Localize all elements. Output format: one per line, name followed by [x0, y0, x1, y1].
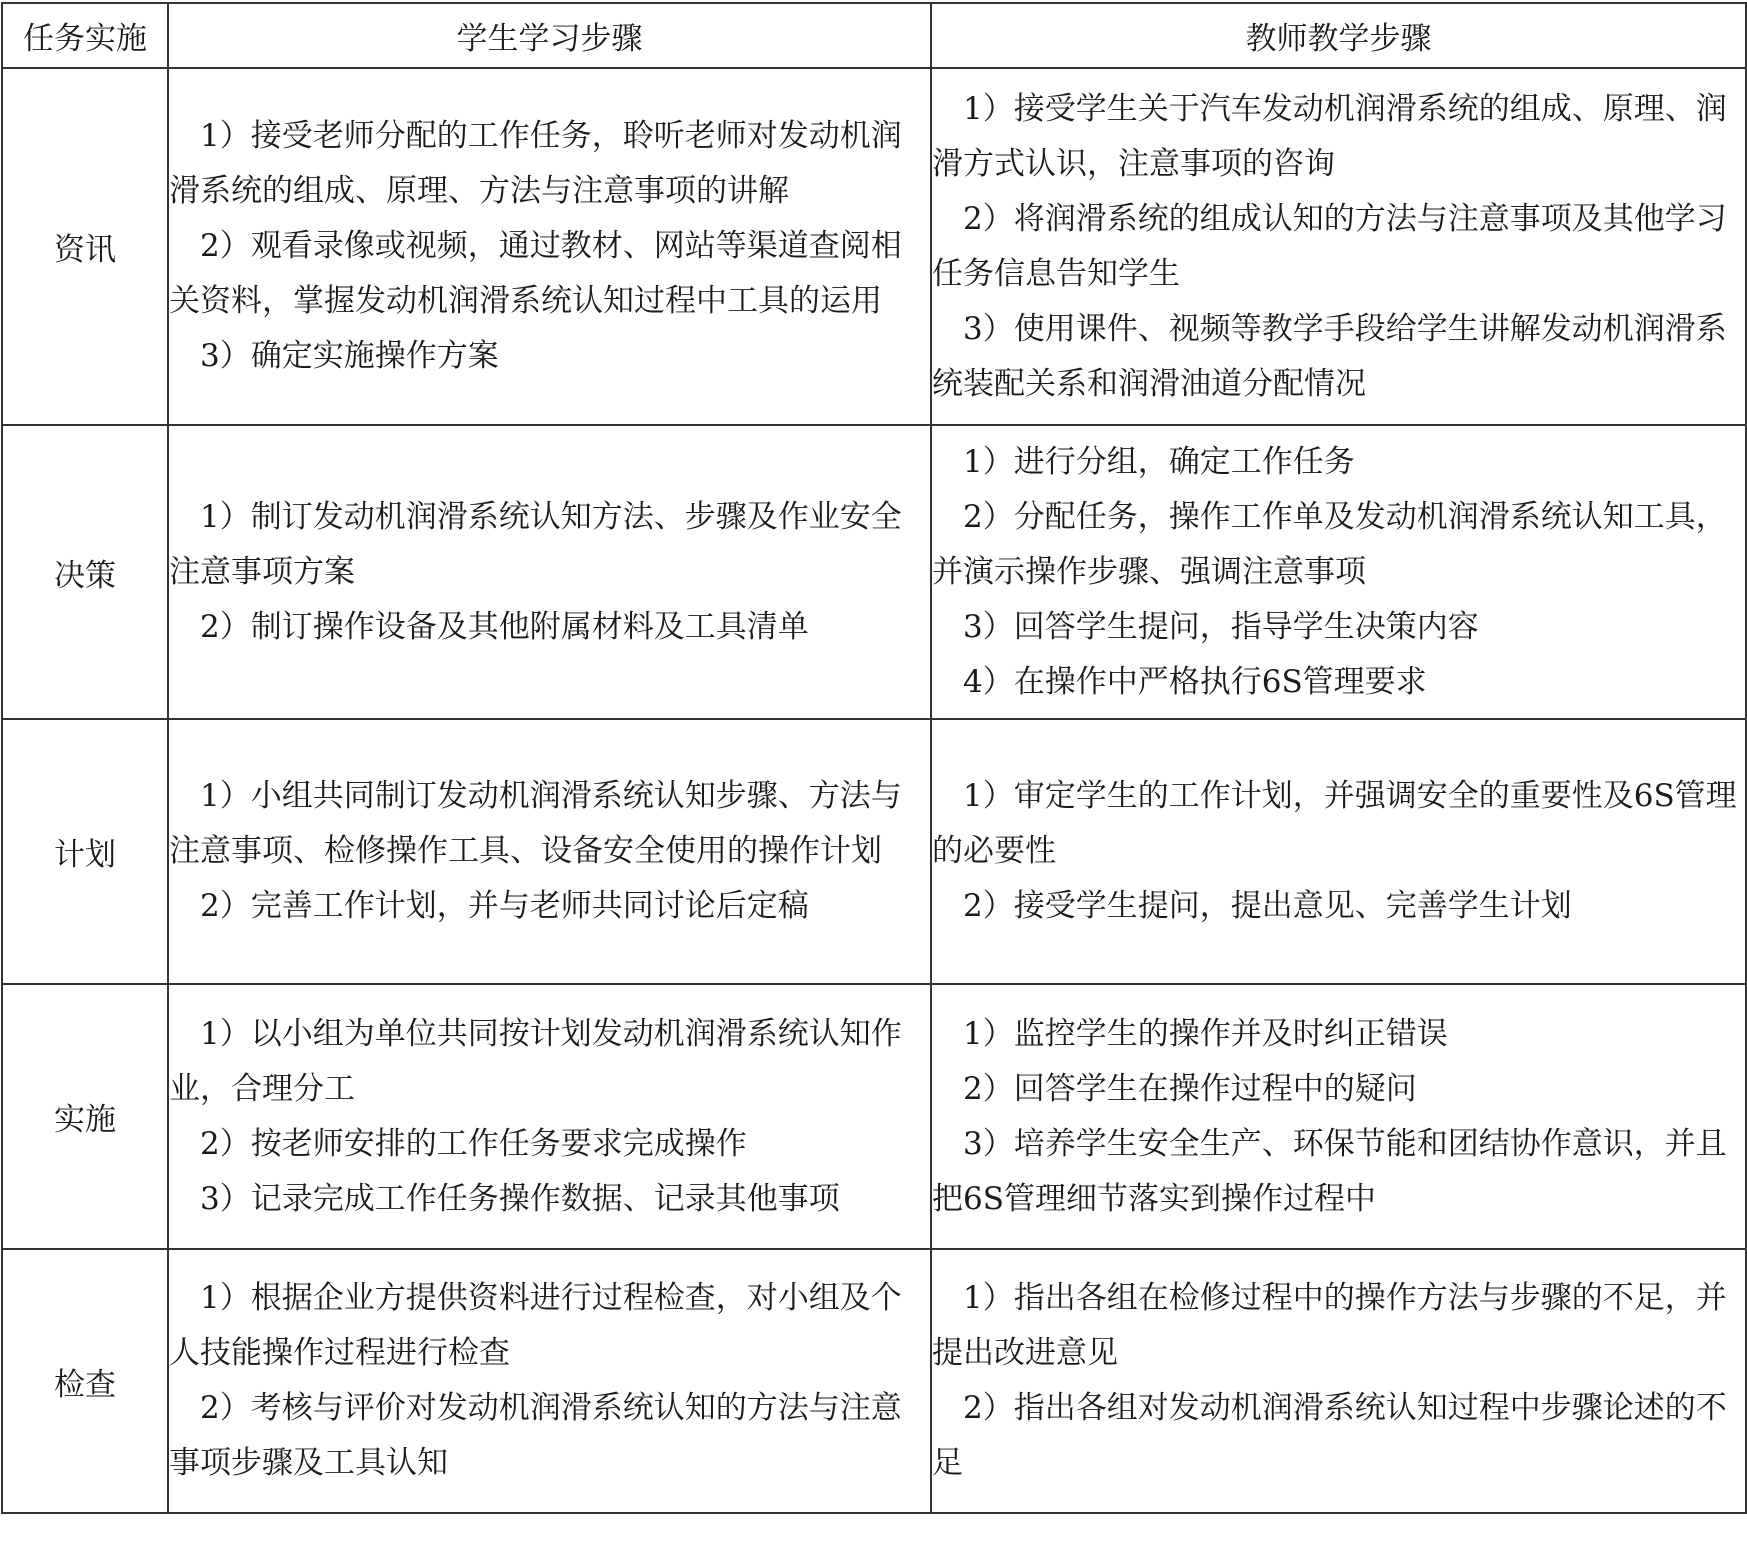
- student-step: 2）观看录像或视频，通过教材、网站等渠道查阅相关资料，掌握发动机润滑系统认知过程中工具的运用: [169, 228, 902, 319]
- student-step: 2）考核与评价对发动机润滑系统认知的方法与注意事项步骤及工具认知: [169, 1390, 902, 1481]
- teacher-step: 1）审定学生的工作计划，并强调安全的重要性及6S管理的必要性: [932, 778, 1737, 869]
- student-step: 2）按老师安排的工作任务要求完成操作: [200, 1125, 747, 1162]
- student-steps-cell: [168, 68, 931, 425]
- teacher-step: 1）监控学生的操作并及时纠正错误: [963, 1015, 1448, 1052]
- student-step: 1）以小组为单位共同按计划发动机润滑系统认知作业，合理分工: [169, 1015, 902, 1107]
- teacher-steps-cell: [931, 1249, 1746, 1513]
- student-step: 2）完善工作计划，并与老师共同讨论后定稿: [200, 888, 809, 924]
- teacher-step: 3）回答学生提问，指导学生决策内容: [963, 608, 1479, 645]
- teacher-step: 4）在操作中严格执行6S管理要求: [963, 663, 1427, 700]
- student-steps-cell: [168, 1249, 931, 1513]
- task-implementation-table: [1, 2, 1747, 1514]
- table-row: [2, 984, 1746, 1249]
- student-step: 3）确定实施操作方案: [200, 338, 499, 374]
- teacher-step: 1）指出各组在检修过程中的操作方法与步骤的不足，并提出改进意见: [932, 1280, 1727, 1371]
- student-step: 1）制订发动机润滑系统认知方法、步骤及作业安全注意事项方案: [169, 498, 902, 590]
- student-step: 1）根据企业方提供资料进行过程检查，对小组及个人技能操作过程进行检查: [169, 1280, 902, 1371]
- student-steps-cell: [168, 719, 931, 984]
- header-student-steps: 学生学习步骤: [168, 3, 931, 68]
- stage-cell: 计划: [2, 719, 168, 984]
- student-steps-cell: [168, 984, 931, 1249]
- header-stage: 任务实施: [2, 3, 168, 68]
- teacher-step: 2）将润滑系统的组成认知的方法与注意事项及其他学习任务信息告知学生: [932, 200, 1727, 292]
- teacher-step: 3）培养学生安全生产、环保节能和团结协作意识，并且把6S管理细节落实到操作过程中: [932, 1125, 1727, 1217]
- teacher-step: 2）接受学生提问，提出意见、完善学生计划: [963, 888, 1572, 924]
- teacher-steps-cell: [931, 719, 1746, 984]
- stage-cell: 资讯: [2, 68, 168, 425]
- table-row: [2, 719, 1746, 984]
- teacher-step: 2）分配任务，操作工作单及发动机润滑系统认知工具，并演示操作步骤、强调注意事项: [932, 498, 1727, 590]
- table-row: [2, 68, 1746, 425]
- teacher-steps-cell: [931, 425, 1746, 719]
- stage-cell: 检查: [2, 1249, 168, 1513]
- stage-cell: 决策: [2, 425, 168, 719]
- student-step: 2）制订操作设备及其他附属材料及工具清单: [200, 608, 809, 645]
- student-step: 3）记录完成工作任务操作数据、记录其他事项: [200, 1180, 840, 1217]
- teacher-step: 2）指出各组对发动机润滑系统认知过程中步骤论述的不足: [932, 1390, 1727, 1481]
- student-step: 1）接受老师分配的工作任务，聆听老师对发动机润滑系统的组成、原理、方法与注意事项的讲解: [169, 118, 902, 209]
- teacher-step: 3）使用课件、视频等教学手段给学生讲解发动机润滑系统装配关系和润滑油道分配情况: [932, 310, 1727, 402]
- table-row: [2, 1249, 1746, 1513]
- table-header-row: [2, 3, 1746, 68]
- student-step: 1）小组共同制订发动机润滑系统认知步骤、方法与注意事项、检修操作工具、设备安全使用的操作计划: [169, 778, 902, 869]
- stage-cell: 实施: [2, 984, 168, 1249]
- teacher-steps-cell: [931, 984, 1746, 1249]
- teacher-step: 2）回答学生在操作过程中的疑问: [963, 1070, 1417, 1107]
- header-teacher-steps: 教师教学步骤: [931, 3, 1746, 68]
- table-row: [2, 425, 1746, 719]
- student-steps-cell: [168, 425, 931, 719]
- teacher-step: 1）接受学生关于汽车发动机润滑系统的组成、原理、润滑方式认识，注意事项的咨询: [932, 90, 1727, 182]
- teacher-steps-cell: [931, 68, 1746, 425]
- teacher-step: 1）进行分组，确定工作任务: [963, 443, 1355, 480]
